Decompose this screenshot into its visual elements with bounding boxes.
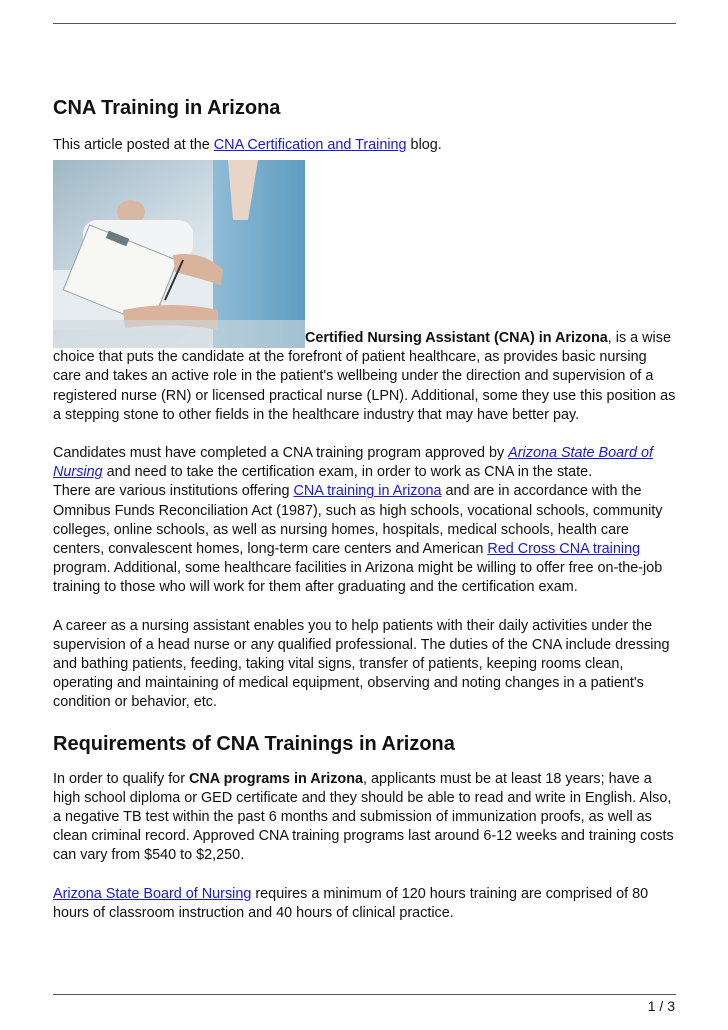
p2-text-3: There are various institutions offering [53, 483, 294, 500]
cna-programs-bold: CNA programs in Arizona [188, 770, 364, 787]
paragraph-2 [53, 444, 677, 598]
cna-bold: Certified Nursing Assistant (CNA) in Arizona [305, 330, 608, 346]
intro-suffix: blog. [406, 137, 442, 153]
p4-text-1: In order to qualify for [53, 770, 189, 787]
p2-text-5: program. Additional, some healthcare facilities in Arizona might be willing to offer free on-the-job training to those who will work for them after graduating and the certification exam. [53, 560, 663, 596]
p4-text-2: , applicants must be at least 18 years; have a high school diploma or GED certificate and they should be able to read and write in English. Also, a negative TB test within the past 6 months and submission of immunization proofs, as well as clean criminal record. Approved CNA training programs last around 6-12 weeks and training costs can vary from $540 to $2,250. [53, 770, 674, 864]
p5-text: requires a minimum of 120 hours training are comprised of 80 hours of classroom instruction and 40 hours of clinical practice. [53, 885, 649, 921]
paragraph-3: A career as a nursing assistant enables you to help patients with their daily activities under the supervision of a head nurse or any qualified professional. The duties of the CNA include dressing and bathing patients, feeding, taking vital signs, transfer of patients, keeping rooms clean, operating and maintaining of medical equipment, observing and noting changes in a patient's condition or behavior, etc. [53, 617, 670, 711]
cna-training-arizona-link[interactable]: CNA training in Arizona [293, 483, 442, 500]
red-cross-link[interactable]: Red Cross CNA training [487, 541, 641, 558]
intro-line [53, 136, 677, 155]
arizona-board-link[interactable]: Arizona State Board of Nursing [53, 445, 653, 481]
paragraph-1 [53, 160, 677, 425]
p2-text-4: and are in accordance with the Omnibus Funds Reconciliation Act (1987), such as high schools, vocational schools, community colleges, online schools, as well as nursing homes, hospitals, medical schools, health care centers, convalescent homes, long-term care centers and American [53, 483, 663, 558]
section-heading: Requirements of CNA Trainings in Arizona [53, 732, 455, 755]
paragraph-5 [53, 885, 677, 923]
intro-prefix: This article posted at the [53, 137, 214, 153]
p2-text-2: and need to take the certification exam, in order to work as CNA in the state. [102, 464, 593, 481]
p2-text-1: Candidates must have completed a CNA training program approved by [53, 445, 509, 462]
blog-link[interactable]: CNA Certification and Training [213, 137, 407, 153]
article [53, 96, 677, 942]
nurse-photo [53, 160, 305, 348]
bottom-rule [53, 994, 676, 995]
paragraph-4 [53, 770, 677, 866]
page-title: CNA Training in Arizona [53, 97, 281, 119]
top-rule [53, 23, 676, 24]
paragraph-1-text: , is a wise choice that puts the candidate at the forefront of patient healthcare, as provides basic nursing care and takes an active role in the patient's wellbeing under the direction and supervision of a registered nurse (RN) or licensed practical nurse (LPN). Additional, some they use this position as a stepping stone to other fields in the healthcare industry that may have better pay. [53, 330, 676, 423]
arizona-board-link-2[interactable]: Arizona State Board of Nursing [53, 885, 252, 902]
page-number: 1 / 3 [647, 998, 675, 1014]
